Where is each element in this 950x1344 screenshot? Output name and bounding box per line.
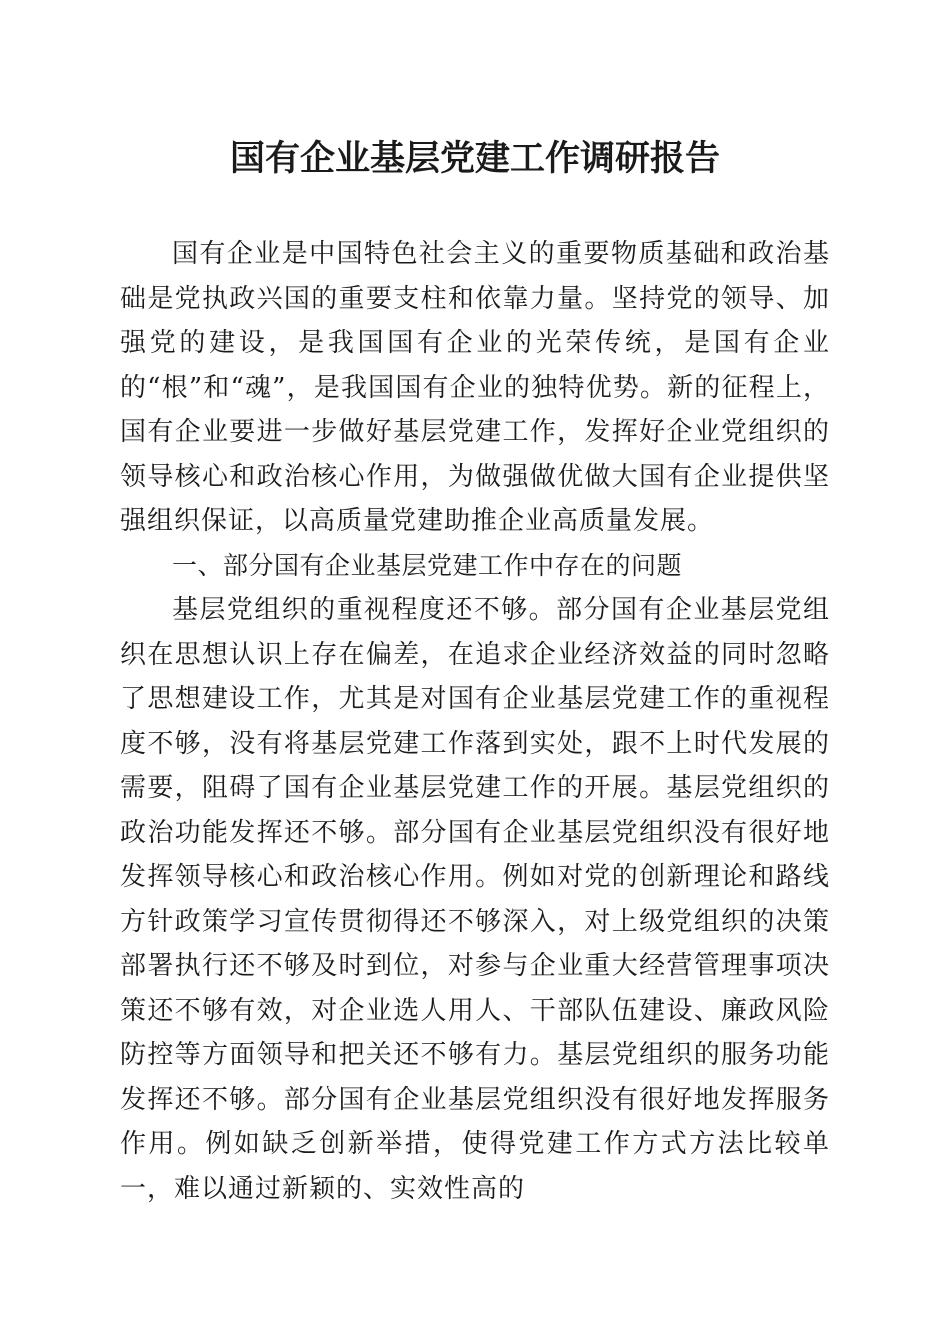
section-paragraph: 基层党组织的重视程度还不够。部分国有企业基层党组织在思想认识上存在偏差，在追求企业经济效益的同时忽略了思想建设工作，尤其是对国有企业基层党建工作的重视程度不够，没有将基层党建工作落到实处，跟不上时代发展的需要，阻碍了国有企业基层党建工作的开展。基层党组织的政治功能发挥还不够。部分国有企业基层党组织没有很好地发挥领导核心和政治核心作用。例如对党的创新理论和路线方针政策学习宣传贯彻得还不够深入，对上级党组织的决策部署执行还不够及时到位，对参与企业重大经营管理事项决策还不够有效，对企业选人用人、干部队伍建设、廉政风险防控等方面领导和把关还不够有力。基层党组织的服务功能发挥还不够。部分国有企业基层党组织没有很好地发挥服务作用。例如缺乏创新举措，使得党建工作方式方法比较单一，难以通过新颖的、实效性高的 — [120, 595, 830, 1204]
intro-paragraph: 国有企业是中国特色社会主义的重要物质基础和政治基础是党执政兴国的重要支柱和依靠力量。坚持党的领导、加强党的建设，是我国国有企业的光荣传统，是国有企业的“根”和“魂”，是我国国有企业的独特优势。新的征程上，国有企业要进一步做好基层党建工作，发挥好企业党组织的领导核心和政治核心作用，为做强做优做大国有企业提供坚强组织保证，以高质量党建助推企业高质量发展。 — [120, 239, 830, 536]
section-heading: 一、部分国有企业基层党建工作中存在的问题 — [172, 550, 683, 580]
document-body — [120, 232, 830, 1211]
document-title: 国有企业基层党建工作调研报告 — [229, 138, 720, 179]
